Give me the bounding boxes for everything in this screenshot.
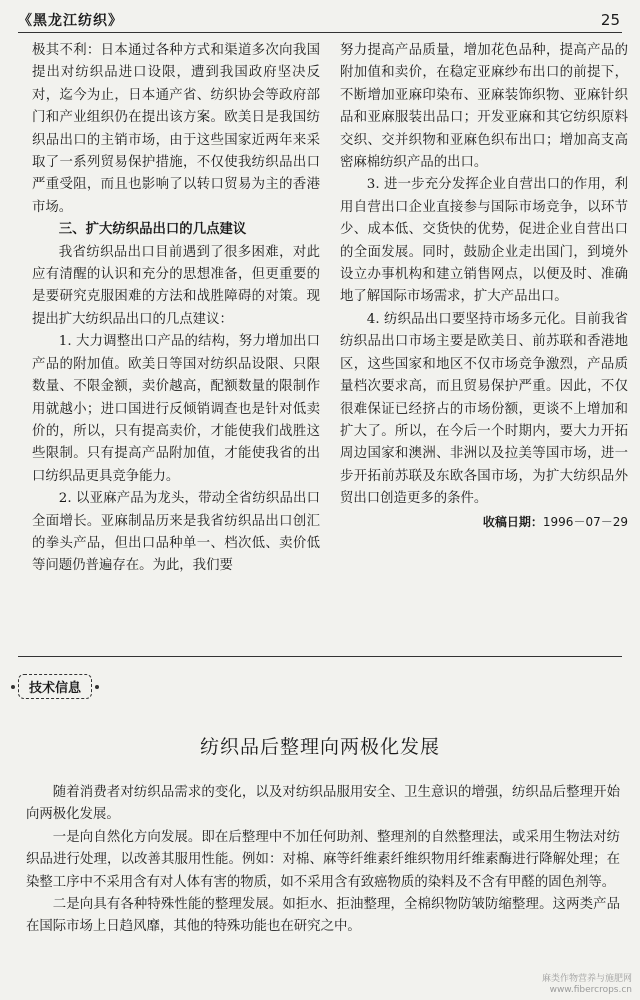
right-paragraph-1: 努力提高产品质量，增加花色品种，提高产品的附加值和卖价，在稳定亚麻纱布出口的前提下，不断增加亚麻印染布、亚麻装饰织物、亚麻针织品和亚麻服装出品口；开发亚麻和其它纺织原料交织、交并织物和亚麻色织布出口；增加高支高密麻棉纺织产品的出口。 — [340, 43, 628, 171]
article-title: 纺织品后整理向两极化发展 — [199, 736, 440, 758]
article-paragraph-3: 二是向具有各种特殊性能的整理发展。如拒水、拒油整理，全棉织物防皱防缩整理。这两类产品在国际市场上日趋风靡，其他的特殊功能也在研究之中。 — [26, 897, 620, 935]
section-heading: 三、扩大纺织品出口的几点建议 — [58, 222, 247, 238]
article-paragraph-2: 一是向自然化方向发展。即在后整理中不加任何助剂、整理剂的自然整理法，或采用生物法对纺织品进行处理，以改善其服用性能。例如：对棉、麻等纤维素纤维织物用纤维素酶进行降解处理；在染整工序中不采用含有对人体有害的物质，如不采用含有致癌物质的染料及不含有甲醛的固色剂等。 — [26, 829, 620, 890]
watermark-line-2: www.fibercrops.cn — [549, 985, 632, 995]
received-date: 1996－07－29 — [542, 514, 628, 529]
left-paragraph-2: 我省纺织品出口目前遇到了很多困难，对此应有清醒的认识和充分的思想准备，但更重要的是要研究克服困难的方法和战胜障碍的对策。现提出扩大纺织品出口的几点建议： — [32, 244, 320, 327]
right-paragraph-3: 4. 纺织品出口要坚持市场多元化。目前我省纺织品出口市场主要是欧美日、前苏联和香港地区，这些国家和地区不仅市场竞争激烈，产品质量档次要求高，而且贸易保护严重。因此，不仅很难保证已经挤占的市场份额，更谈不上增加和扩大了。所以，在今后一个时期内，要大力开拓周边国家和澳洲、非洲以及拉美等国市场，进一步开拓前苏联及东欧各国市场，为扩大纺织品外贸出口创造更多的条件。 — [340, 311, 628, 507]
page-header — [18, 10, 622, 33]
received-label: 收稿日期： — [482, 514, 543, 529]
received-date-line — [340, 511, 628, 533]
watermark-line-1: 麻类作物营养与施肥网 — [541, 974, 632, 984]
site-watermark — [542, 974, 632, 996]
left-paragraph-4: 2. 以亚麻产品为龙头，带动全省纺织品出口全面增长。亚麻制品历来是我省纺织品出口创汇的拳头产品，但出口品种单一、档次低、卖价低等问题仍普遍存在。为此，我们要 — [32, 491, 320, 574]
left-column — [32, 40, 320, 650]
article-paragraph-1: 随着消费者对纺织品需求的变化，以及对纺织品服用安全、卫生意识的增强，纺织品后整理开始向两极化发展。 — [26, 785, 620, 823]
left-paragraph-1: 极其不利：日本通过各种方式和渠道多次向我国提出对纺织品进口设限，遭到我国政府坚决反对，迄今为止，日本通产省、纺织协会等政府部门和产业组织仍在提出该方案。欧美日是我国纺织品出口的主销市场，由于这些国家近两年来采取了一系列贸易保护措施，不仅使我纺织品出口严重受阻，而且也影响了以转口贸易为主的香港市场。 — [32, 43, 320, 215]
page-number: 25 — [600, 11, 620, 29]
journal-title: 《黑龙江纺织》 — [18, 13, 123, 29]
article-body — [26, 782, 620, 939]
right-column — [340, 40, 628, 650]
left-paragraph-3: 1. 大力调整出口产品的结构，努力增加出口产品的附加值。欧美日等国对纺织品设限、只限数量、不限金额，卖价越高，配额数量的限制作用就越小；进口国进行反倾销调查也是针对低卖价的，所以，只有提高卖价，才能使我们战胜这些限制。只有提高产品附加值，才能使我省的出口纺织品更具竞争能力。 — [32, 334, 320, 484]
section-divider — [18, 656, 622, 657]
right-paragraph-2: 3. 进一步充分发挥企业自营出口的作用，利用自营出口企业直接参与国际市场竞争，以环节少、成本低、交货快的优势，促进企业自营出口的全面发展。同时，鼓励企业走出国门，到境外设立办事机构和建立销售网点，以便及时、准确地了解国际市场需求，扩大产品出口。 — [340, 177, 628, 305]
section-tag: 技术信息 — [18, 674, 92, 699]
